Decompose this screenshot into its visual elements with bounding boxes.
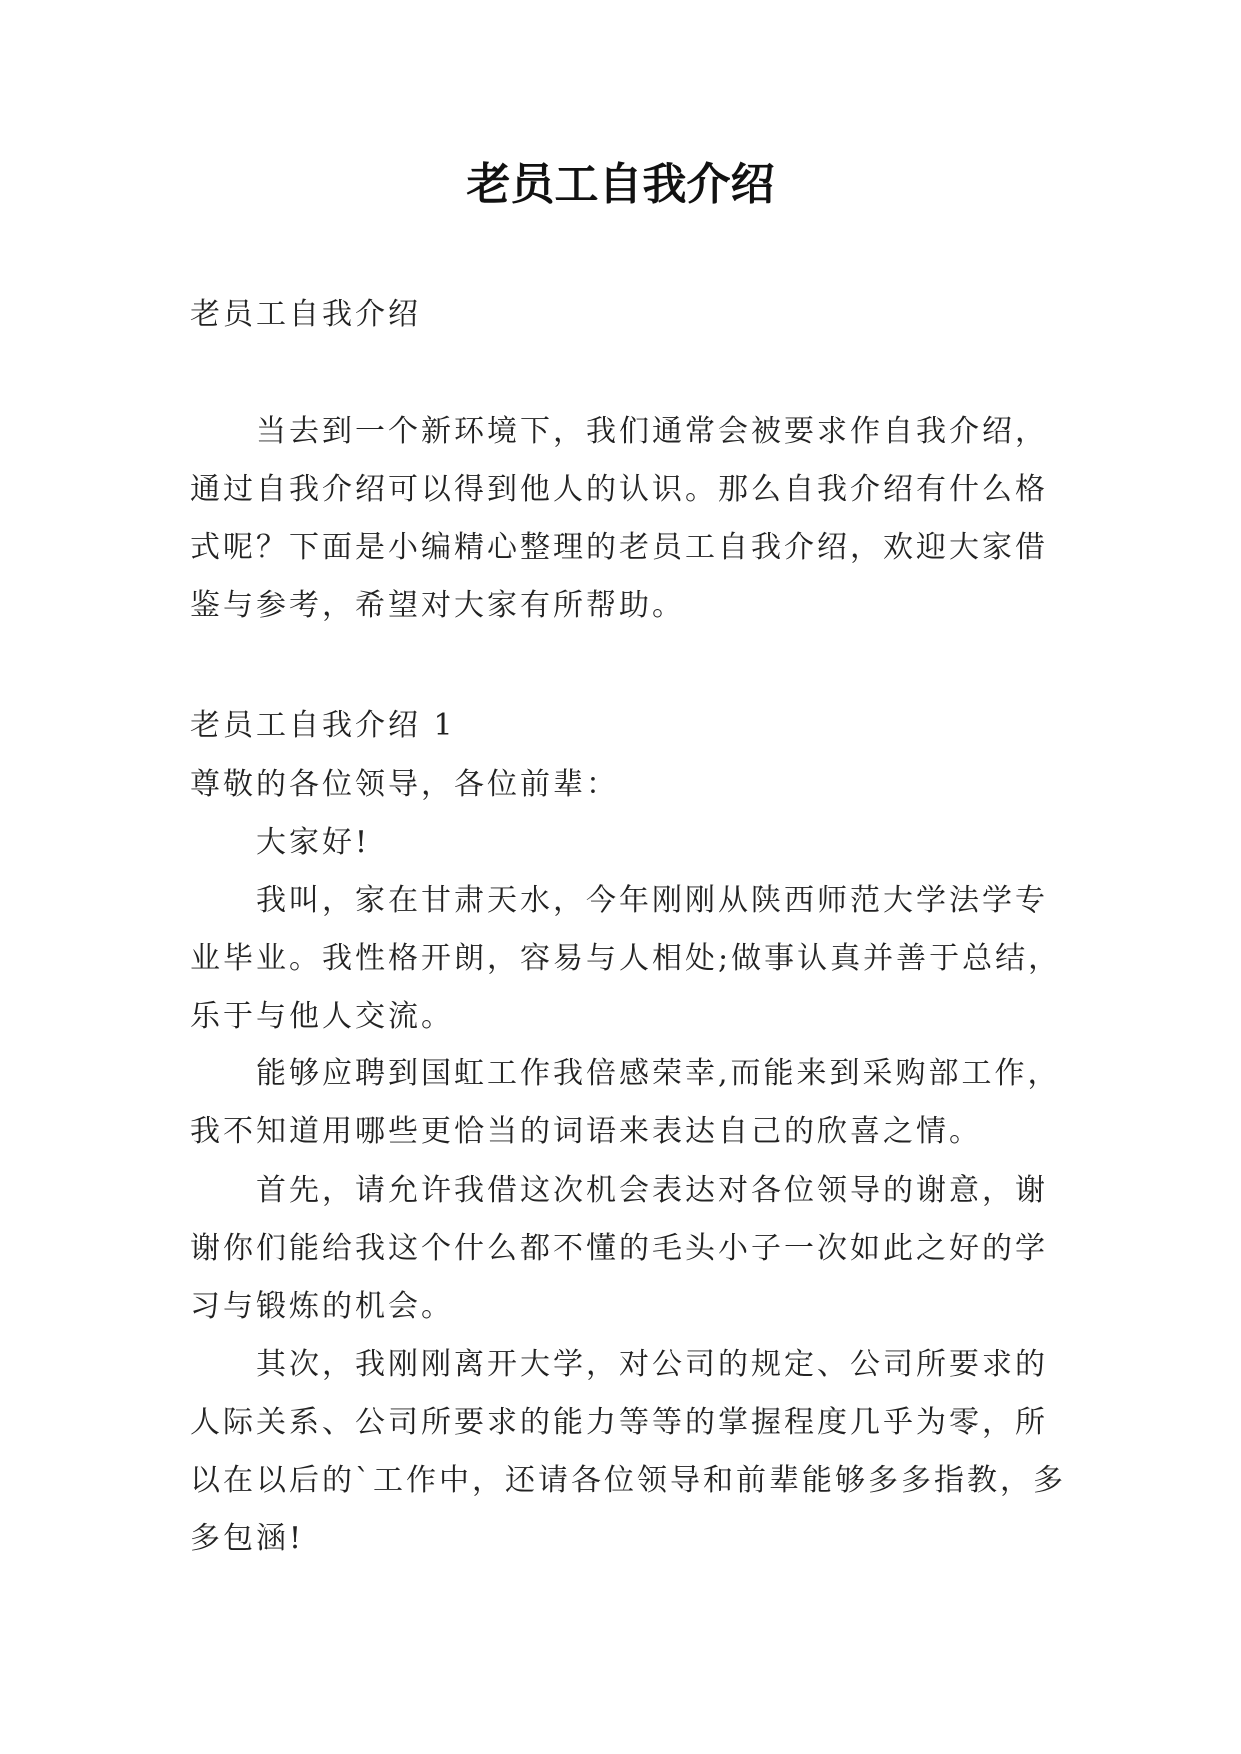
body-paragraph-2: 能够应聘到国虹工作我倍感荣幸,而能来到采购部工作，我不知道用哪些更恰当的词语来表达自己的欣喜之情。 <box>190 1056 1061 1149</box>
body-paragraph-4: 其次，我刚刚离开大学，对公司的规定、公司所要求的人际关系、公司所要求的能力等等的掌握程度几乎为零，所以在以后的`工作中，还请各位领导和前辈能够多多指教，多多包涵! <box>190 1347 1066 1556</box>
body-paragraph-1: 我叫，家在甘肃天水，今年刚刚从陕西师范大学法学专业毕业。我性格开朗，容易与人相处;做事认真并善于总结，乐于与他人交流。 <box>190 883 1062 1034</box>
intro-paragraph: 当去到一个新环境下，我们通常会被要求作自我介绍，通过自我介绍可以得到他人的认识。那么自我介绍有什么格式呢？下面是小编精心整理的老员工自我介绍，欢迎大家借鉴与参考，希望对大家有所帮助。 <box>190 414 1048 623</box>
document-title: 老员工自我介绍 <box>466 159 775 210</box>
body-paragraph-3: 首先，请允许我借这次机会表达对各位领导的谢意，谢谢你们能给我这个什么都不懂的毛头小子一次如此之好的学习与锻炼的机会。 <box>190 1173 1048 1324</box>
section-heading: 老员工自我介绍 1 <box>190 708 456 743</box>
salutation-line: 尊敬的各位领导，各位前辈： <box>190 767 619 802</box>
greeting-line: 大家好! <box>256 825 371 860</box>
document-subtitle: 老员工自我介绍 <box>190 297 421 332</box>
